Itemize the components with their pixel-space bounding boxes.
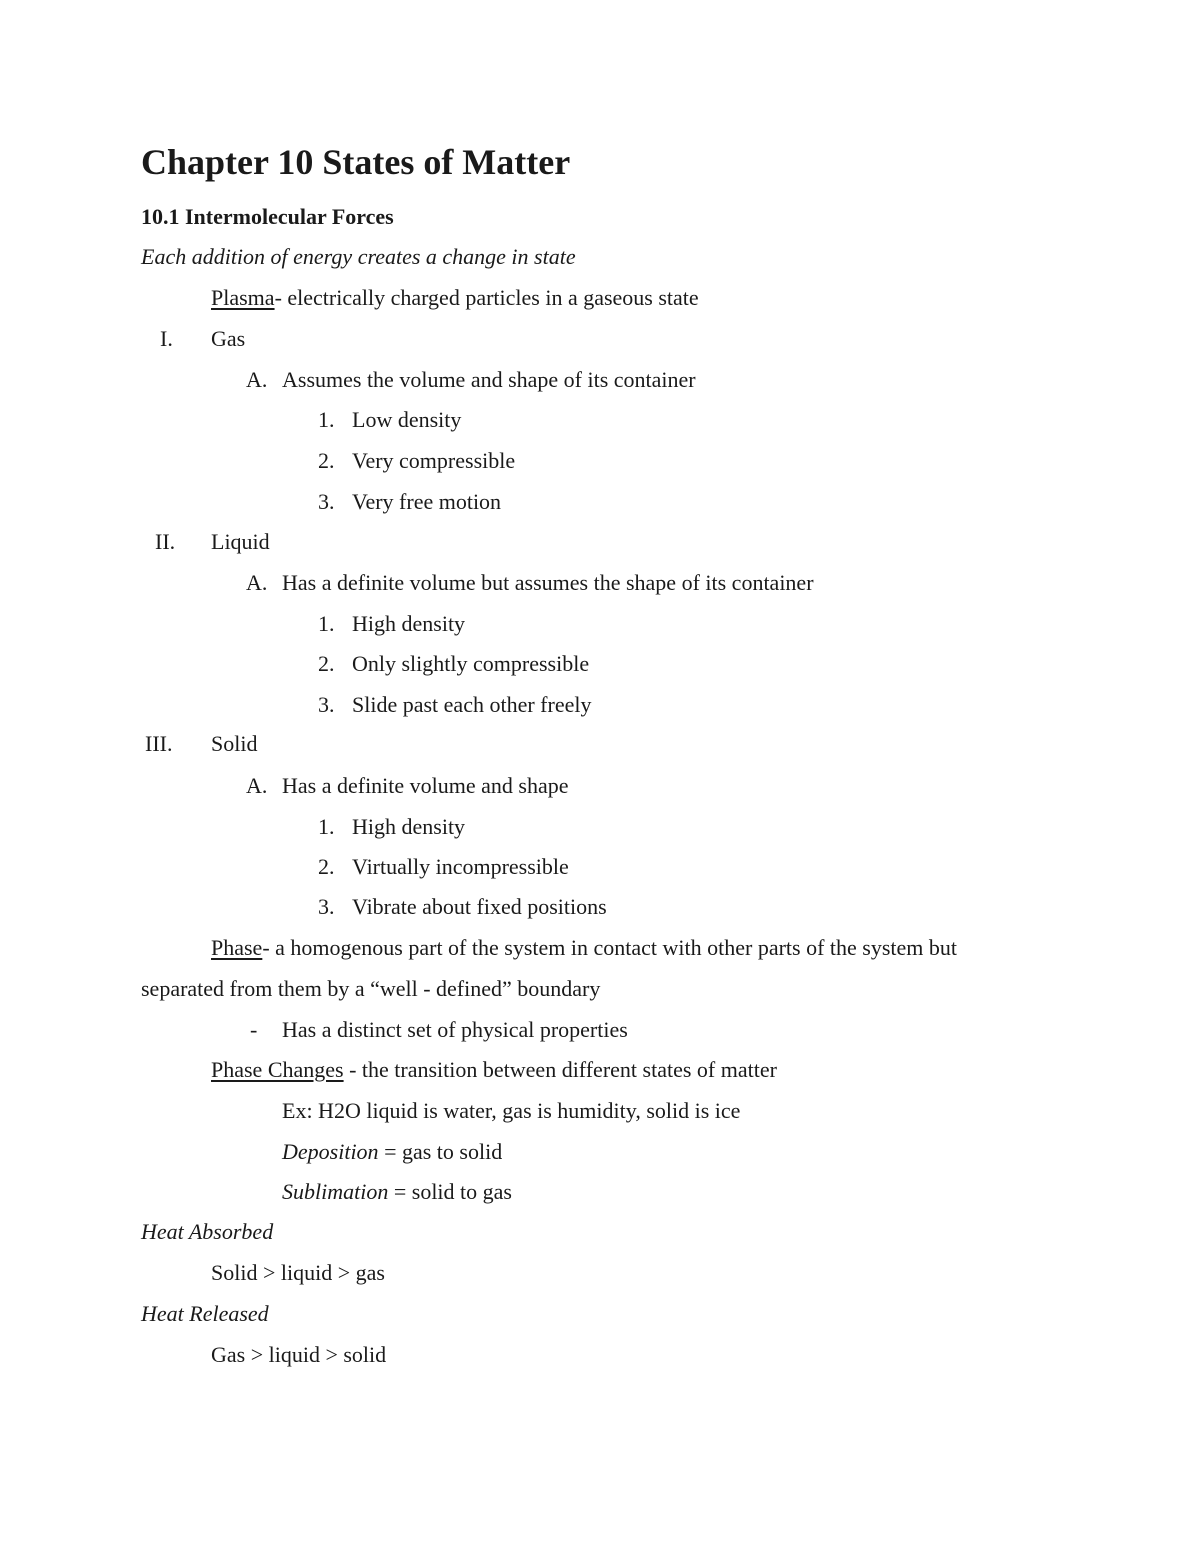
outline-number: 3. [318,894,335,919]
state-description: Has a definite volume but assumes the shape of its container [282,570,814,595]
list-item: Vibrate about fixed positions [352,894,607,919]
bullet-marker: - [250,1017,258,1042]
plasma-definition [211,284,699,312]
phase-definition-text: - a homogenous part of the system in contact with other parts of the system but [262,935,958,960]
outline-number: 1. [318,611,335,636]
sublimation-definition [282,1178,512,1206]
outline-number: 2. [318,854,335,879]
sublimation-text: = solid to gas [388,1179,512,1204]
list-item: Virtually incompressible [352,854,569,879]
outline-letter: A. [246,773,268,798]
bullet-text: Has a distinct set of physical properties [282,1017,628,1042]
phase-changes-definition-text: - the transition between different states of matter [343,1057,777,1082]
deposition-definition [282,1138,502,1166]
intro-text: Each addition of energy creates a change in state [141,244,576,269]
heat-released-label: Heat Released [141,1301,269,1326]
section-heading: 10.1 Intermolecular Forces [141,204,394,229]
state-name: Solid [211,731,258,756]
list-item: Slide past each other freely [352,692,592,717]
sublimation-term: Sublimation [282,1179,389,1204]
heat-released-order: Gas > liquid > solid [211,1342,387,1367]
outline-numeral: III. [145,731,173,756]
heat-absorbed-order: Solid > liquid > gas [211,1260,385,1285]
outline-numeral: II. [155,529,176,554]
list-item: High density [352,814,466,839]
plasma-definition-text: - electrically charged particles in a gaseous state [274,285,699,310]
list-item: Low density [352,407,462,432]
phase-definition-continued: separated from them by a “well - defined” boundary [141,976,601,1001]
outline-number: 1. [318,814,335,839]
outline-number: 2. [318,448,335,473]
outline-numeral: I. [160,326,173,351]
phase-definition [211,934,957,962]
heat-absorbed-label: Heat Absorbed [141,1219,274,1244]
list-item: Only slightly compressible [352,651,590,676]
state-name: Liquid [211,529,270,554]
state-description: Assumes the volume and shape of its container [282,367,696,392]
deposition-text: = gas to solid [378,1139,503,1164]
outline-letter: A. [246,570,268,595]
page-title: Chapter 10 States of Matter [141,142,571,182]
state-description: Has a definite volume and shape [282,773,569,798]
deposition-term: Deposition [282,1139,379,1164]
outline-number: 2. [318,651,335,676]
outline-letter: A. [246,367,268,392]
outline-number: 3. [318,489,335,514]
list-item: Very free motion [352,489,502,514]
plasma-term: Plasma [211,285,275,310]
phase-changes-example: Ex: H2O liquid is water, gas is humidity, solid is ice [282,1098,741,1123]
phase-term: Phase [211,935,263,960]
list-item: Very compressible [352,448,516,473]
phase-changes-term: Phase Changes [211,1057,344,1082]
outline-number: 3. [318,692,335,717]
outline-number: 1. [318,407,335,432]
state-name: Gas [211,326,246,351]
phase-changes-definition [211,1056,777,1084]
list-item: High density [352,611,466,636]
